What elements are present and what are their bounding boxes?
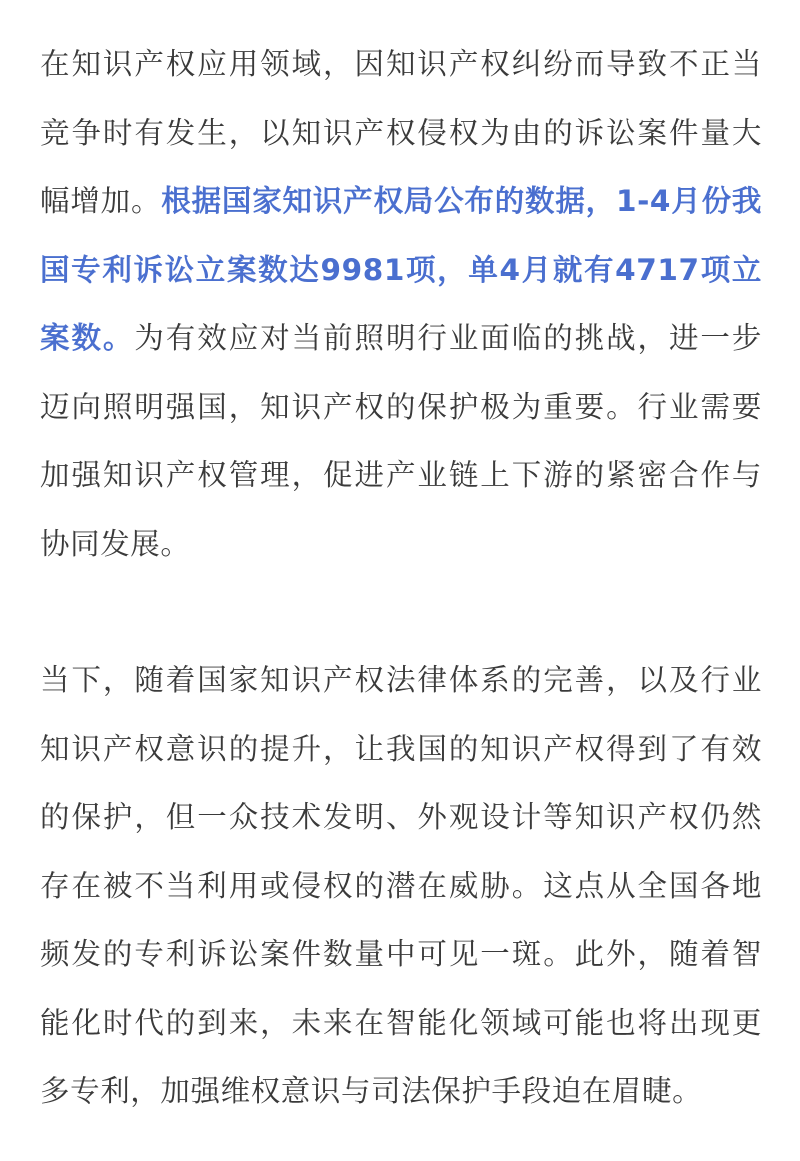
patent-statistics-highlight: 根据国家知识产权局公布的数据，1-4月份我国专利诉讼立案数达9981项，单4月就有4717项立案数。 (40, 184, 762, 355)
paragraph-1-conclusion: 为有效应对当前照明行业面临的挑战，进一步迈向照明强国，知识产权的保护极为重要。行业需要加强知识产权管理，促进产业链上下游的紧密合作与协同发展。 (40, 321, 762, 561)
article-body (40, 30, 762, 1126)
paragraph-1-intro: 在知识产权应用领域，因知识产权纠纷而导致不正当竞争时有发生，以知识产权侵权为由的诉讼案件量大幅增加。 (40, 47, 762, 218)
paragraph-1 (40, 30, 762, 578)
paragraph-2: 当下，随着国家知识产权法律体系的完善，以及行业知识产权意识的提升，让我国的知识产权得到了有效的保护，但一众技术发明、外观设计等知识产权仍然存在被不当利用或侵权的潜在威胁。这点从全国各地频发的专利诉讼案件数量中可见一斑。此外，随着智能化时代的到来，未来在智能化领域可能也将出现更多专利，加强维权意识与司法保护手段迫在眉睫。 (40, 663, 762, 1108)
